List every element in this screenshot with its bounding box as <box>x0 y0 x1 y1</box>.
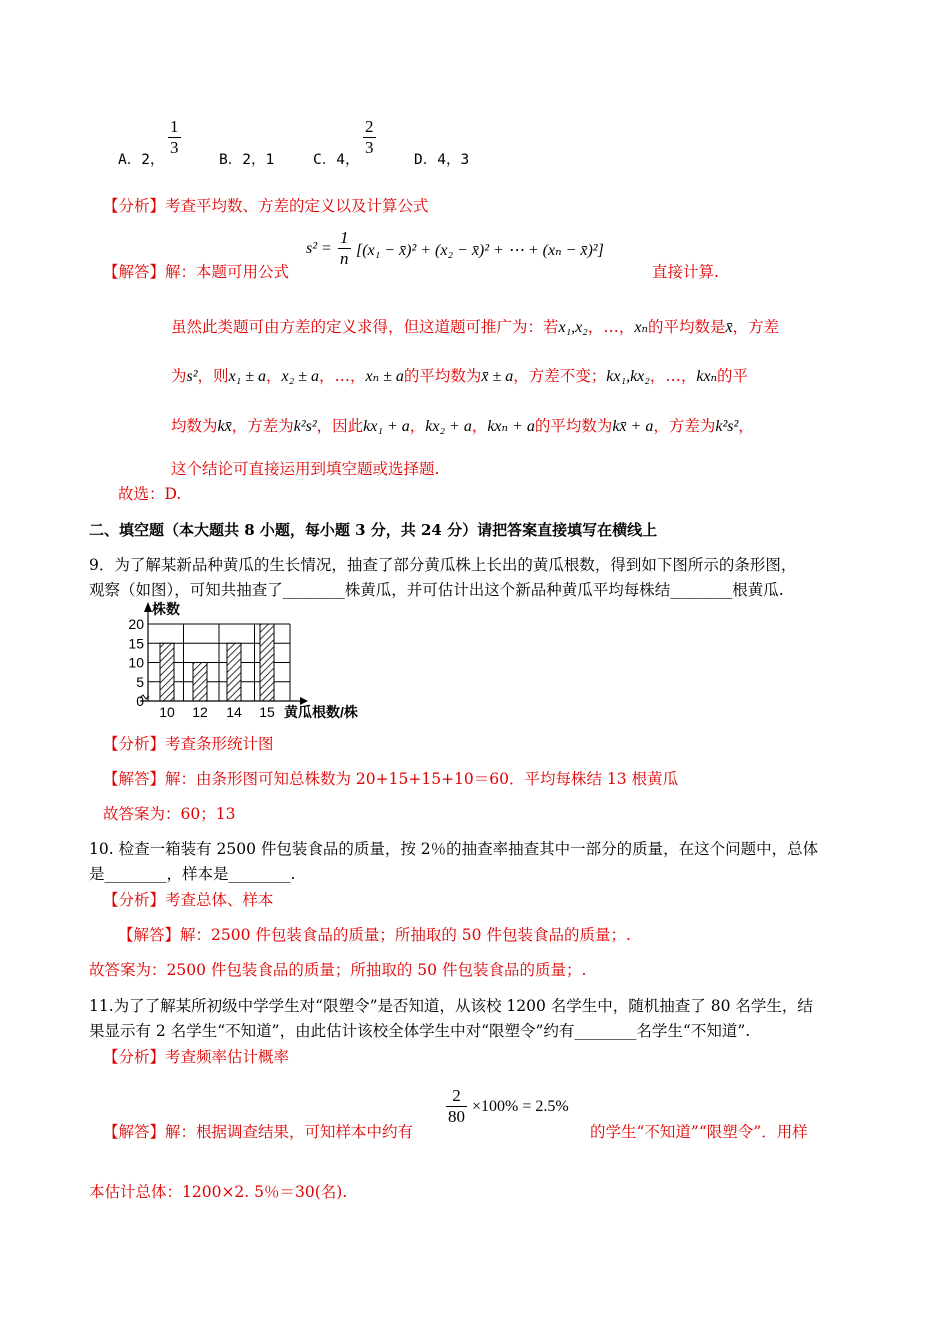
option-a-denominator: 3 <box>170 138 179 157</box>
q11-frac-rest: ×100% = 2.5% <box>472 1098 569 1115</box>
q11-analysis: 【分析】考查频率估计概率 <box>103 1048 290 1066</box>
q8-p3g: ，方差为 <box>653 417 716 435</box>
q8-p3m2: k²s² <box>293 418 317 435</box>
q8-p2m5: x̄ ± a <box>481 368 514 385</box>
q8-choice: 故选：D. <box>118 485 182 503</box>
bar <box>227 643 241 701</box>
q8-p1m2: xₙ <box>634 319 648 336</box>
q10-line1: 10. 检查一箱装有 2500 件包装食品的质量，按 2％的抽查率抽查其中一部分的质量，在这个问题中，总体 <box>89 840 819 858</box>
q8-p2e: 的平均数为 <box>403 367 482 385</box>
bar-chart <box>110 598 380 723</box>
q8-p1 <box>171 315 779 337</box>
q8-p3m4: kx₂ + a <box>425 418 472 435</box>
q8-p3h: ， <box>738 417 754 435</box>
q10-line2: 是________，样本是________. <box>89 865 296 883</box>
option-a-numerator: 1 <box>170 117 179 136</box>
q11-answer-prefix: 【解答】解：根据调查结果，可知样本中约有 <box>103 1123 414 1141</box>
q8-p1c: 的平均数是 <box>647 318 726 336</box>
q8-formula-one: 1 <box>340 228 349 247</box>
q11-line1: 11.为了了解某所初级中学学生对“限塑令”是否知道，从该校 1200 名学生中，随机抽查了 80 名学生，结 <box>89 997 813 1015</box>
q8-p2c: ， <box>266 367 282 385</box>
q8-p2a: 为 <box>171 367 187 385</box>
q9-analysis: 【分析】考查条形统计图 <box>103 735 274 753</box>
q8-formula-n: n <box>340 249 349 268</box>
option-a-fraction <box>168 117 181 158</box>
q11-result: 本估计总体：1200×2. 5％＝30(名). <box>89 1183 348 1201</box>
y-axis-arrow <box>144 602 152 612</box>
q9-result: 故答案为：60；13 <box>103 805 236 823</box>
q8-p3m7: k²s² <box>715 418 739 435</box>
q10-result: 故答案为：2500 件包装食品的质量；所抽取的 50 件包装食品的质量；. <box>89 961 587 979</box>
q8-answer-prefix: 【解答】解：本题可用公式 <box>103 263 290 281</box>
option-d: D．4，3 <box>414 152 470 168</box>
q8-p2 <box>171 364 748 386</box>
q8-p3m1: kx̄ <box>217 418 232 435</box>
q8-p2h: 的平 <box>717 367 749 385</box>
option-a <box>118 148 164 169</box>
q8-p3b: ，方差为 <box>231 417 294 435</box>
q11-fraction <box>446 1086 467 1127</box>
q8-answer-suffix: 直接计算. <box>652 263 719 281</box>
q8-p1d: ，方差 <box>732 318 780 336</box>
q8-p3d: ， <box>409 417 426 435</box>
bar <box>260 624 274 701</box>
q8-p2b: ，则 <box>197 367 229 385</box>
q11-frac-den: 80 <box>448 1107 465 1126</box>
q8-p1m3: x̄ <box>725 319 733 336</box>
q8-p3m3: kx₁ + a <box>363 418 410 435</box>
y-axis-label: 株数 <box>152 601 180 617</box>
q8-p2m6: kx₁,kx₂ <box>606 368 650 385</box>
q8-p2m3: x₂ ± a <box>281 368 319 385</box>
section-heading: 二、填空题（本大题共 8 小题，每小题 3 分，共 24 分）请把答案直接填写在横线上 <box>89 521 658 539</box>
q8-formula-s: s² = <box>306 240 332 257</box>
option-b: B．2，1 <box>219 152 275 168</box>
option-c-fraction <box>363 117 376 158</box>
q11-answer-suffix: 的学生“不知道”“限塑令”．用样 <box>590 1123 808 1141</box>
q8-p1a: 虽然此类题可由方差的定义求得，但这道题可推广为：若 <box>171 318 559 336</box>
q8-p2g: ，…， <box>649 367 697 385</box>
y-tick-label: 20 <box>128 616 144 632</box>
q9-line1: 9．为了解某新品种黄瓜的生长情况，抽查了部分黄瓜株上长出的黄瓜根数，得到如下图所示的条形图， <box>89 556 797 574</box>
q8-p3f: 的平均数为 <box>534 417 613 435</box>
y-tick-label: 5 <box>136 673 144 690</box>
y-tick-label: 15 <box>128 635 144 652</box>
q8-p1b: ，…， <box>587 318 635 336</box>
option-c-denominator: 3 <box>365 138 374 157</box>
q8-p1m1: x₁,x₂ <box>558 319 588 336</box>
q8-p2f: ，方差不变； <box>513 367 607 385</box>
q8-p3c: ，因此 <box>316 417 364 435</box>
option-a-label: A．2， <box>118 152 165 168</box>
q8-p2m2: x₁ ± a <box>228 368 267 385</box>
x-axis-label: 黄瓜根数/株 <box>284 704 358 720</box>
x-tick-label: 12 <box>192 704 208 720</box>
q8-analysis: 【分析】考查平均数、方差的定义以及计算公式 <box>103 197 429 215</box>
q8-p2m7: kxₙ <box>696 368 718 385</box>
option-c-numerator: 2 <box>365 117 374 136</box>
bar <box>193 663 207 702</box>
option-c-label: C．4， <box>313 152 360 168</box>
q8-p3a: 均数为 <box>171 417 218 435</box>
q8-p3 <box>171 414 754 436</box>
q8-formula-fraction <box>338 228 351 269</box>
q8-p2m4: xₙ ± a <box>365 368 404 385</box>
q8-p3m5: kxₙ + a <box>487 418 535 435</box>
q11-frac-num: 2 <box>446 1086 467 1107</box>
q8-p2d: ，…， <box>318 367 366 385</box>
q10-analysis: 【分析】考查总体、样本 <box>103 891 274 909</box>
q8-p4: 这个结论可直接运用到填空题或选择题. <box>171 460 440 478</box>
y-tick-label: 0 <box>136 693 144 709</box>
q10-answer: 【解答】解：2500 件包装食品的质量；所抽取的 50 件包装食品的质量；. <box>118 926 631 944</box>
x-tick-label: 15 <box>259 704 275 720</box>
x-tick-label: 10 <box>159 704 175 720</box>
q8-p3m6: kx̄ + a <box>612 418 654 435</box>
q8-p3e: ， <box>471 417 488 435</box>
q8-formula-body: [(x₁ − x̄)² + (x₂ − x̄)² + ⋯ + (xₙ − x̄)²] <box>356 242 604 259</box>
q9-answer: 【解答】解：由条形图可知总株数为 20+15+15+10＝60．平均每株结 13 根黄瓜 <box>103 770 679 788</box>
q11-line2: 果显示有 2 名学生“不知道”，由此估计该校全体学生中对“限塑令”约有________名学生“不知道”. <box>89 1022 751 1040</box>
x-tick-label: 14 <box>226 704 242 720</box>
bar <box>160 643 174 701</box>
q9-line2: 观察（如图），可知共抽查了________株黄瓜，并可估计出这个新品种黄瓜平均每株结________根黄瓜. <box>89 581 784 599</box>
q8-p2m1: s² <box>186 368 198 385</box>
y-tick-label: 10 <box>128 654 144 671</box>
